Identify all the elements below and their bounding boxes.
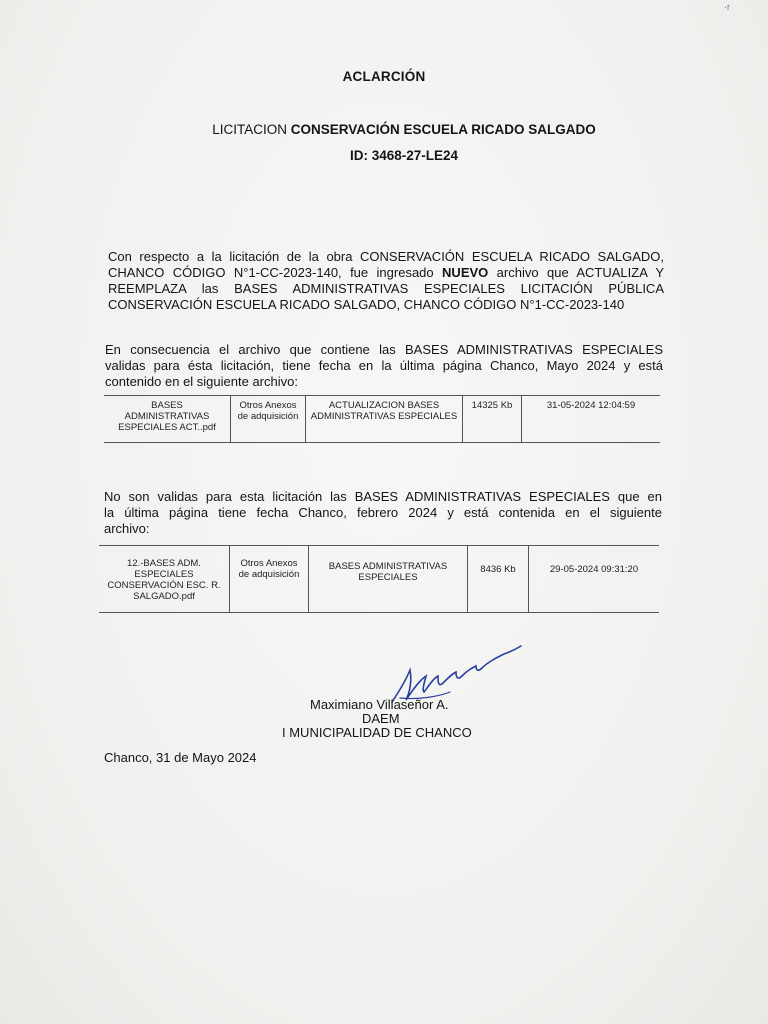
file-description-cell: ACTUALIZACION BASES ADMINISTRATIVAS ESPECIALES [306, 396, 463, 443]
file-name-cell: BASES ADMINISTRATIVAS ESPECIALES ACT..pdf [104, 396, 231, 443]
paragraph-invalid-line: la última página tiene fecha Chanco, febrero 2024 y está contenida en el siguiente [104, 505, 662, 520]
tender-subtitle [0, 122, 768, 137]
paragraph-intro-text: CHANCO CÓDIGO N°1-CC-2023-140, fue ingresado [108, 265, 443, 280]
corner-mark: ·r [724, 2, 730, 12]
paragraph-invalid-line: No son validas para esta licitación las BASES ADMINISTRATIVAS ESPECIALES que en [104, 489, 662, 504]
paragraph-valid-line: En consecuencia el archivo que contiene las BASES ADMINISTRATIVAS ESPECIALES [105, 342, 663, 357]
paragraph-valid-line: contenido en el siguiente archivo: [105, 374, 298, 389]
file-date-cell: 31-05-2024 12:04:59 [546, 400, 636, 411]
document-date: Chanco, 31 de Mayo 2024 [104, 750, 257, 765]
file-name-cell: 12.-BASES ADM. ESPECIALES CONSERVACIÓN ESC. R. SALGADO.pdf [99, 546, 230, 613]
paragraph-intro [108, 249, 664, 313]
paragraph-invalid [104, 489, 662, 537]
tender-subtitle-name: CONSERVACIÓN ESCUELA RICADO SALGADO [290, 122, 596, 137]
table-row [99, 546, 659, 613]
file-type-cell: Otros Anexos de adquisición [230, 546, 309, 613]
document-title: ACLARCIÓN [342, 69, 426, 84]
paragraph-intro-text: archivo que ACTUALIZA Y [488, 265, 664, 280]
signer-organization: I MUNICIPALIDAD DE CHANCO [282, 725, 472, 740]
invalid-file-table [99, 545, 659, 613]
paragraph-valid [105, 342, 663, 390]
paragraph-intro-line: CONSERVACIÓN ESCUELA RICADO SALGADO, CHANCO CÓDIGO N°1-CC-2023-140 [108, 297, 625, 312]
file-type-cell: Otros Anexos de adquisición [231, 396, 306, 443]
paragraph-valid-line: validas para ésta licitación, tiene fecha en la última página Chanco, Mayo 2024 y está [105, 358, 663, 373]
table-row [104, 396, 660, 443]
paragraph-invalid-line: archivo: [104, 521, 150, 536]
paragraph-intro-line: REEMPLAZA las BASES ADMINISTRATIVAS ESPECIALES LICITACIÓN PÚBLICA [108, 281, 664, 296]
file-date-cell: 29-05-2024 09:31:20 [549, 564, 639, 575]
new-keyword: NUEVO [442, 265, 489, 280]
paragraph-intro-line [108, 265, 664, 281]
file-size-cell: 8436 Kb [468, 546, 529, 613]
valid-file-table [104, 395, 660, 443]
signer-role: DAEM [362, 711, 400, 726]
file-size-cell: 14325 Kb [463, 396, 522, 443]
file-description-cell: BASES ADMINISTRATIVAS ESPECIALES [309, 546, 468, 613]
signer-name: Maximiano Villaseñor A. [310, 697, 449, 712]
tender-id: ID: 3468-27-LE24 [349, 148, 459, 163]
paragraph-intro-line: Con respecto a la licitación de la obra CONSERVACIÓN ESCUELA RICADO SALGADO, [108, 249, 664, 264]
tender-subtitle-prefix: LICITACION [212, 122, 291, 137]
